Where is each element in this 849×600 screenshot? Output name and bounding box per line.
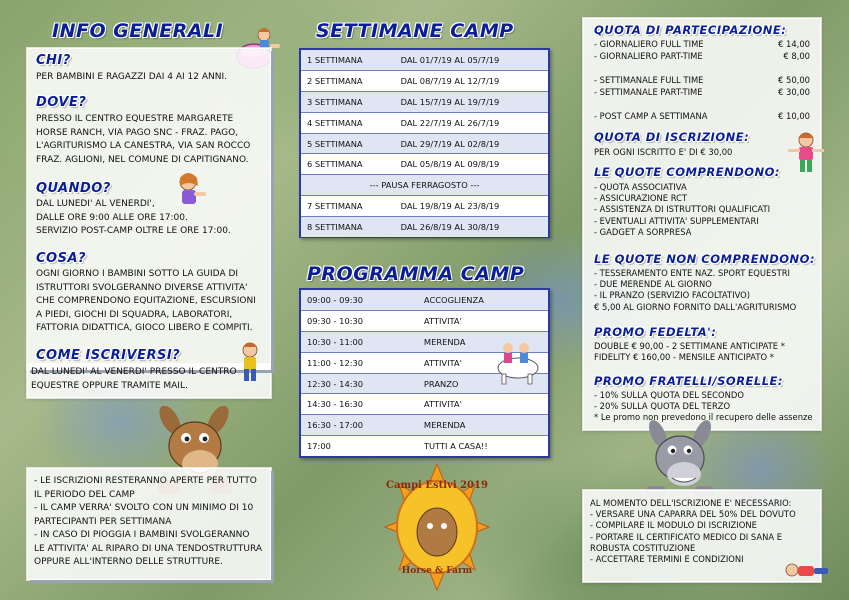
table-row: 17:00 TUTTI A CASA!! bbox=[307, 441, 488, 452]
table-row: 4 SETTIMANA DAL 22/7/19 AL 26/7/19 bbox=[301, 112, 548, 133]
dove-text: PRESSO IL CENTRO EQUESTRE MARGARETE HORSE RANCH, VIA PAGO SNC - FRAZ. PAGO, L'AGRITURISMO LA CANESTRA, VIA SAN ROCCO FRAZ. AGLIONI, NEL COMUNE DI CAPITIGNANO. bbox=[36, 114, 251, 165]
cosa-text: OGNI GIORNO I BAMBINI SOTTO LA GUIDA DI ISTRUTTORI SVOLGERANNO DIVERSE ATTIVITA' CHE COMPRENDONO EQUITAZIONE, ESCURSIONI A PIEDI, GIOCHI DI SQUADRA, LABORATORI, FATTORIA DIDATTICA, GIOCO LIBERO E COMPITI. bbox=[36, 269, 256, 333]
table-row: 09:30 - 10:30 ATTIVITA' bbox=[301, 311, 548, 332]
table-row-pause: --- PAUSA FERRAGOSTO --- bbox=[301, 175, 548, 196]
kids-on-horse-illustration bbox=[488, 336, 546, 386]
settimane-table-wrap bbox=[299, 48, 550, 238]
dove-question: DOVE? bbox=[36, 95, 87, 110]
quota-panel bbox=[583, 18, 821, 430]
price-row: - POST CAMP A SETTIMANA € 10,00 bbox=[594, 111, 810, 121]
table-row: 3 SETTIMANA DAL 15/7/19 AL 19/7/19 bbox=[301, 92, 548, 113]
kid-lying-illustration bbox=[784, 558, 830, 584]
price-row: - GIORNALIERO PART-TIME € 8,00 bbox=[594, 51, 810, 61]
fedelta-list: DOUBLE € 90,00 - 2 SETTIMANE ANTICIPATE * FIDELITY € 160,00 - MENSILE ANTICIPATO * bbox=[594, 341, 785, 363]
settimane-table bbox=[301, 50, 548, 237]
table-row: 5 SETTIMANA DAL 29/7/19 AL 02/8/19 bbox=[301, 133, 548, 154]
fratelli-list: - 10% SULLA QUOTA DEL SECONDO - 20% SULLA QUOTA DEL TERZO * Le promo non prevedono il recupero delle assenze bbox=[594, 390, 813, 423]
iscrizione-requirements: AL MOMENTO DELL'ISCRIZIONE E' NECESSARIO: - VERSARE UNA CAPARRA DEL 50% DEL DOVUTO - COMPILARE IL MODULO DI ISCRIZIONE - PORTARE IL CERTIFICATO MEDICO DI SANA E ROBUSTA COSTITUZIONE - ACCETTARE TERMINI E CONDIZIONI bbox=[590, 498, 796, 565]
quando-question: QUANDO? bbox=[36, 181, 111, 196]
iscrizione-text: PER OGNI ISCRITTO E' DI € 30,00 bbox=[594, 147, 733, 157]
chi-text: PER BAMBINI E RAGAZZI DAI 4 AI 12 ANNI. bbox=[36, 72, 227, 82]
comprendono-title: LE QUOTE COMPRENDONO: bbox=[594, 165, 781, 179]
grey-donkey-illustration bbox=[640, 420, 720, 500]
table-row: 10:30 - 11:00 MERENDA bbox=[301, 332, 548, 353]
quando-text: DAL LUNEDI' AL VENERDI', DALLE ORE 9:00 ALLE ORE 17:00. SERVIZIO POST-CAMP OLTRE LE ORE 17:00. bbox=[36, 199, 231, 236]
fratelli-note: * Le promo non prevedono il recupero delle assenze bbox=[594, 412, 813, 423]
girl-reading-illustration bbox=[170, 170, 210, 210]
table-row: 16:30 - 17:00 MERENDA bbox=[301, 415, 548, 436]
table-row: 6 SETTIMANA DAL 05/8/19 AL 09/8/19 bbox=[301, 154, 548, 175]
non-comprendono-list: - TESSERAMENTO ENTE NAZ. SPORT EQUESTRI - DUE MERENDE AL GIORNO - IL PRANZO (SERVIZIO FACOLTATIVO) € 5,00 AL GIORNO FORNITO DALL'AGRITURISMO bbox=[594, 268, 797, 312]
table-row: 2 SETTIMANA DAL 08/7/19 AL 12/7/19 bbox=[301, 71, 548, 92]
notes-text: - LE ISCRIZIONI RESTERANNO APERTE PER TUTTO IL PERIODO DEL CAMP - IL CAMP VERRA' SVOLTO CON UN MINIMO DI 10 PARTECIPANTI PER SETTIMANA - IN CASO DI PIOGGIA I BAMBINI SVOLGERANNO LE ATTIVITA' AL RIPARO DI UNA TENDOSTRUTTURA OPPURE ALL'INTERNO DELLE STRUTTURE. bbox=[34, 476, 262, 567]
comprendono-list: - QUOTA ASSOCIATIVA - ASSICURAZIONE RCT - ASSISTENZA DI ISTRUTTORI QUALIFICATI - EVENTUALI ATTIVITA' SUPPLEMENTARI - GADGET A SORPRESA bbox=[594, 182, 771, 237]
settimane-title: SETTIMANE CAMP bbox=[316, 20, 514, 42]
table-row: 1 SETTIMANA DAL 01/7/19 AL 05/7/19 bbox=[301, 50, 548, 71]
girl-jumping-illustration bbox=[786, 130, 826, 176]
table-row: 8 SETTIMANA DAL 26/8/19 AL 30/8/19 bbox=[301, 216, 548, 237]
iscriversi-text: DAL LUNEDI' AL VENERDI' PRESSO IL CENTRO EQUESTRE OPPURE TRAMITE MAIL. bbox=[31, 367, 237, 391]
price-row: - SETTIMANALE FULL TIME € 50,00 bbox=[594, 75, 810, 85]
price-row: - SETTIMANALE PART-TIME € 30,00 bbox=[594, 87, 810, 97]
price-row: - GIORNALIERO FULL TIME € 14,00 bbox=[594, 39, 810, 49]
table-row: 7 SETTIMANA DAL 19/8/19 AL 23/8/19 bbox=[301, 196, 548, 217]
logo-text-top: Campi Estivi 2019 bbox=[386, 480, 488, 491]
camp-logo bbox=[383, 462, 491, 592]
fratelli-title: PROMO FRATELLI/SORELLE: bbox=[594, 374, 784, 388]
iscrizione-title: QUOTA DI ISCRIZIONE: bbox=[594, 130, 750, 144]
info-generali-title: INFO GENERALI bbox=[52, 20, 224, 42]
boy-illustration bbox=[235, 340, 265, 384]
iscriversi-question: COME ISCRIVERSI? bbox=[36, 348, 181, 363]
non-comprendono-title: LE QUOTE NON COMPRENDONO: bbox=[594, 252, 816, 266]
chi-question: CHI? bbox=[36, 53, 71, 68]
programma-title: PROGRAMMA CAMP bbox=[307, 263, 525, 285]
table-row: 12:30 - 14:30 PRANZO bbox=[301, 373, 548, 394]
quota-title: QUOTA DI PARTECIPAZIONE: bbox=[594, 23, 787, 37]
table-row: 09:00 - 09:30 ACCOGLIENZA bbox=[301, 290, 548, 311]
table-row: 11:00 - 12:30 ATTIVITA' bbox=[301, 352, 548, 373]
fedelta-title: PROMO FEDELTA': bbox=[594, 325, 717, 339]
logo-text-bottom: Horse & Farm bbox=[401, 566, 473, 576]
notes-panel bbox=[27, 468, 271, 580]
table-row: 14:30 - 16:30 ATTIVITA' bbox=[301, 394, 548, 415]
info-panel bbox=[27, 48, 271, 370]
cosa-question: COSA? bbox=[36, 251, 87, 266]
